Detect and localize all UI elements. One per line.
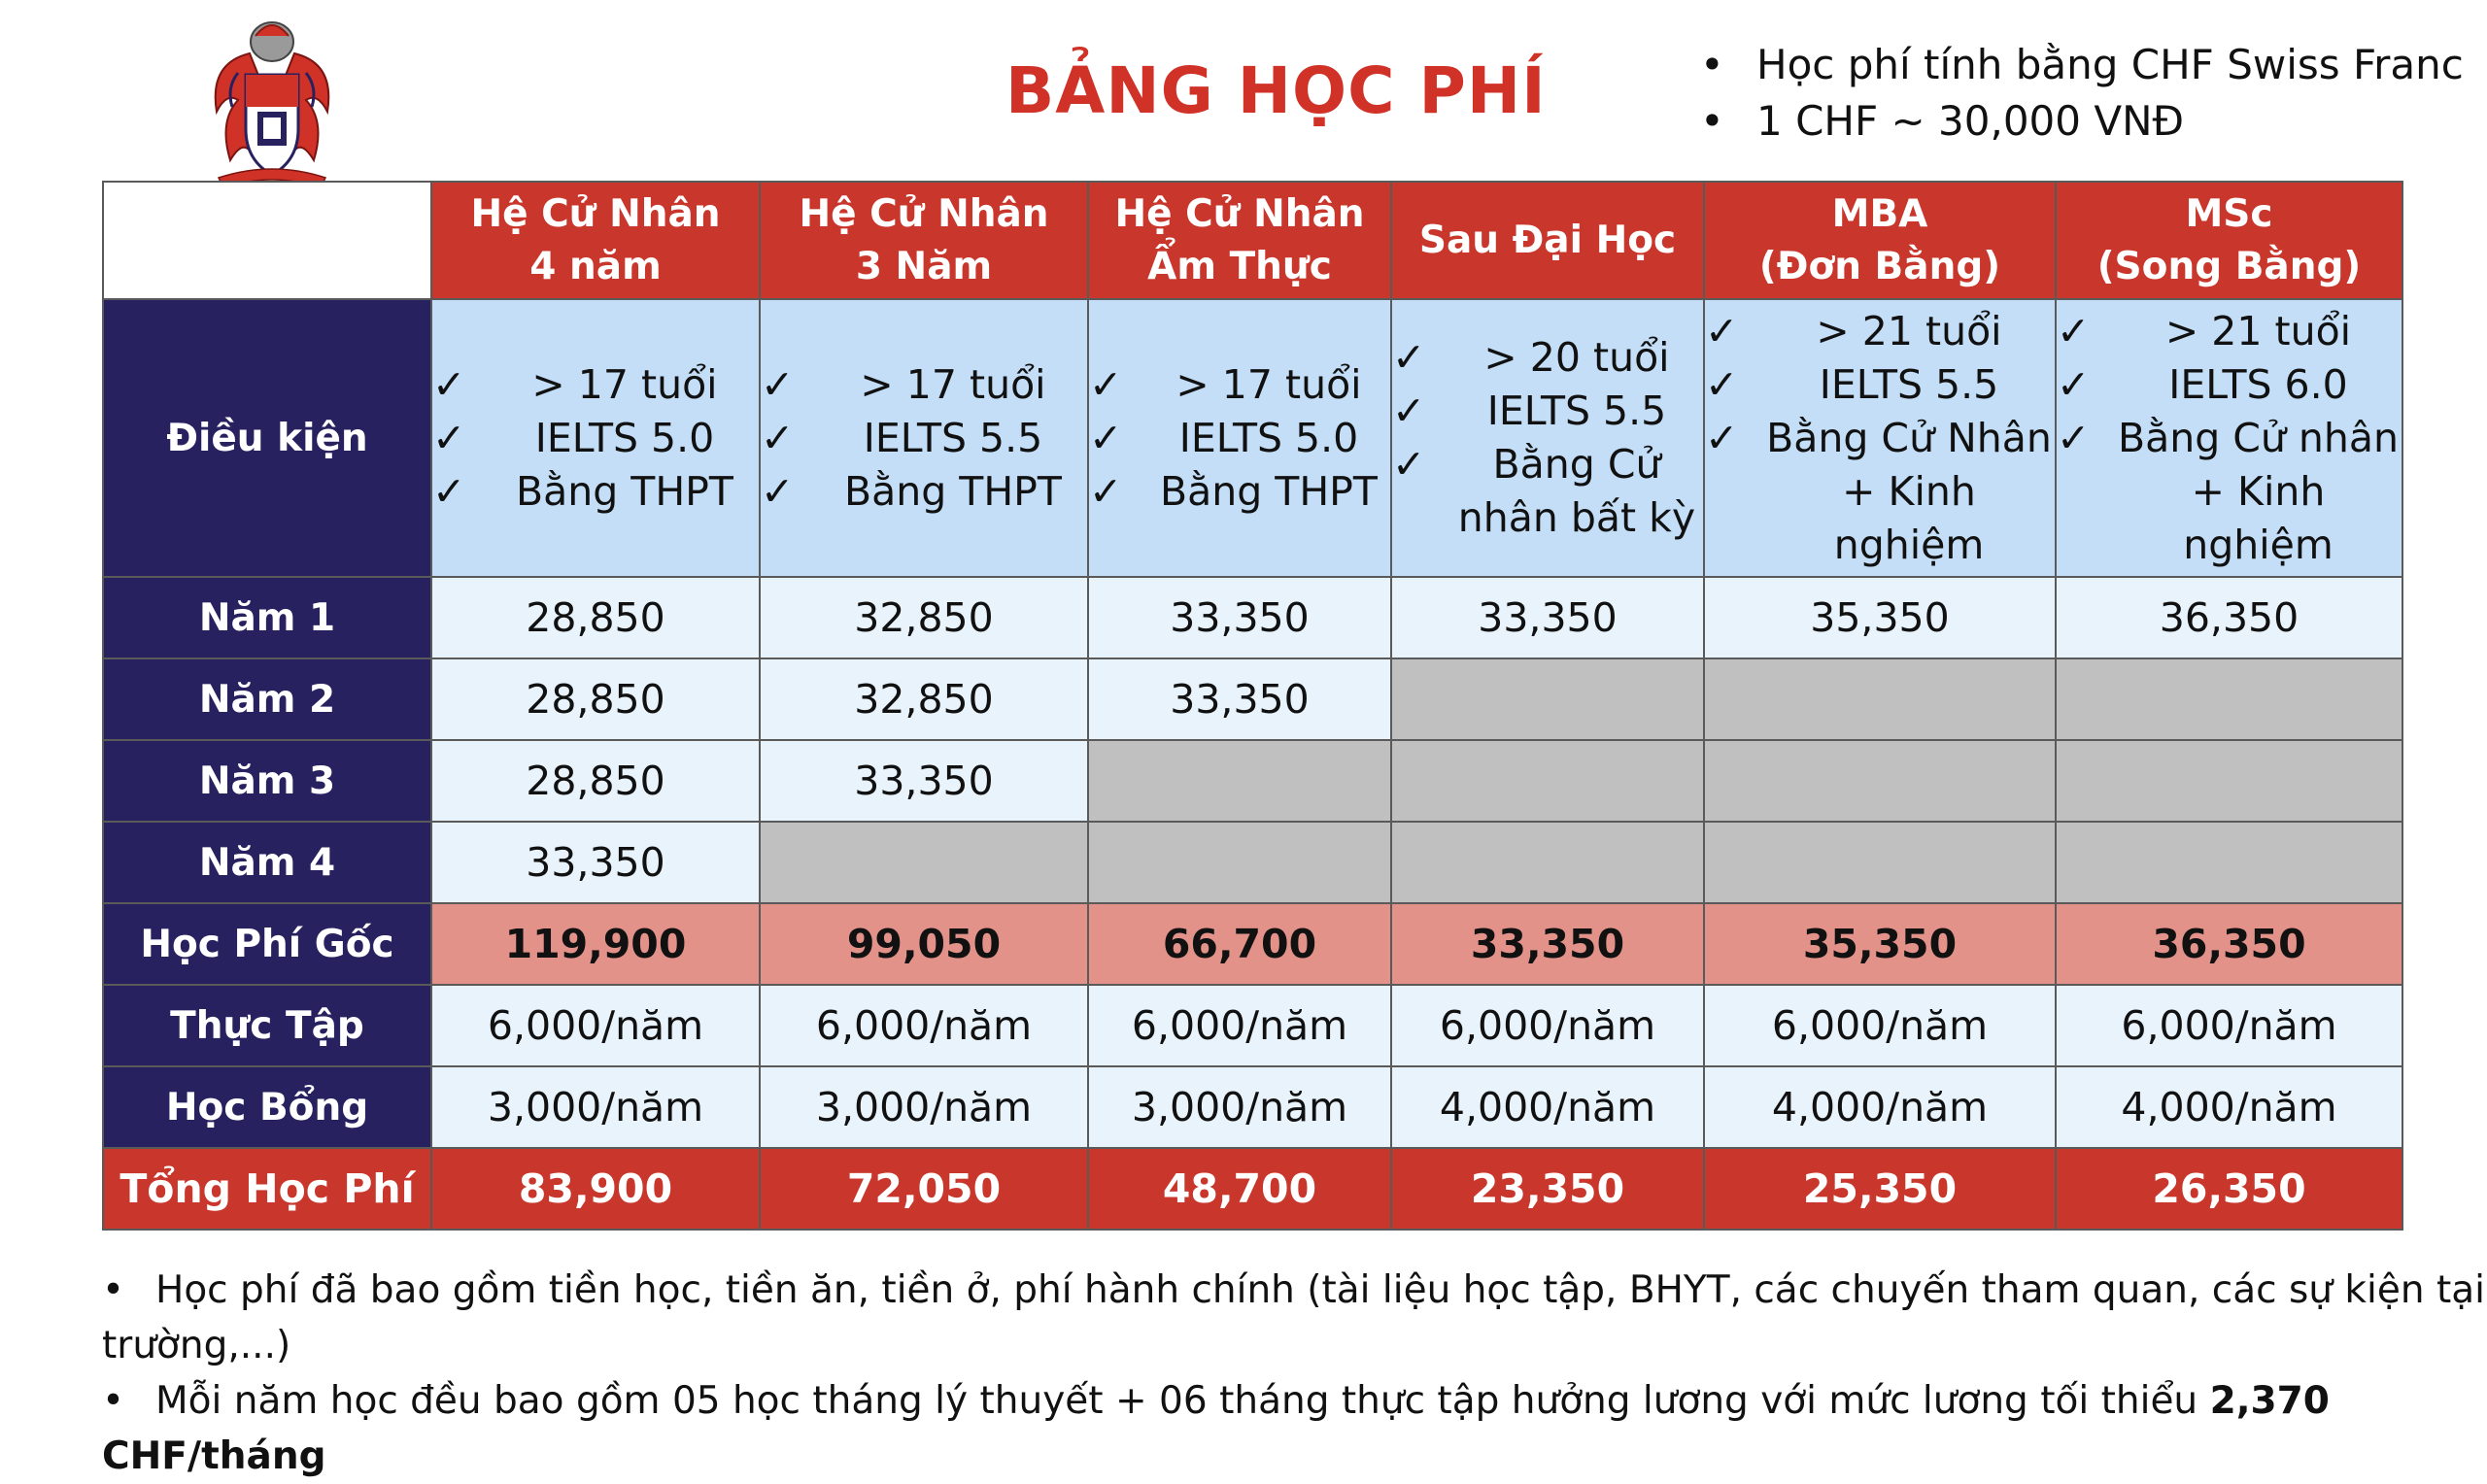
column-header-line2: 3 Năm xyxy=(855,244,993,288)
column-header-line2: Ẩm Thực xyxy=(1147,244,1332,288)
condition-item: ✓ Bằng THPT xyxy=(761,465,1087,519)
internship-cell: 6,000/năm xyxy=(431,985,760,1066)
table-row-year-4 xyxy=(103,822,2402,903)
original-fee-cell: 35,350 xyxy=(1704,903,2056,985)
original-fee-cell: 119,900 xyxy=(431,903,760,985)
column-header-mba xyxy=(1704,182,2056,299)
condition-item: ✓ IELTS 5.5 xyxy=(1392,385,1703,438)
row-label-scholarship: Học Bổng xyxy=(103,1066,431,1148)
fee-cell: 33,350 xyxy=(431,822,760,903)
total-cell: 72,050 xyxy=(760,1148,1088,1230)
condition-item: ✓ > 21 tuổi xyxy=(2057,305,2402,358)
total-cell: 23,350 xyxy=(1391,1148,1704,1230)
total-cell: 83,900 xyxy=(431,1148,760,1230)
check-icon: ✓ xyxy=(432,414,466,461)
check-icon: ✓ xyxy=(2057,307,2091,354)
scholarship-cell: 4,000/năm xyxy=(2056,1066,2402,1148)
column-header-line1: MSc xyxy=(2185,191,2273,236)
condition-item: ✓ > 17 tuổi xyxy=(432,358,759,412)
exchange-rate-note: • 1 CHF ~ 30,000 VNĐ xyxy=(1700,93,2464,150)
check-icon: ✓ xyxy=(1392,334,1426,381)
table-row-year-3 xyxy=(103,740,2402,822)
check-icon: ✓ xyxy=(1705,414,1739,461)
coat-of-arms-icon xyxy=(199,15,345,189)
row-label-internship: Thực Tập xyxy=(103,985,431,1066)
table-row-total xyxy=(103,1148,2402,1230)
column-header-postgraduate xyxy=(1391,182,1704,299)
condition-item: ✓ > 17 tuổi xyxy=(761,358,1087,412)
table-row-scholarship xyxy=(103,1066,2402,1148)
scholarship-cell: 4,000/năm xyxy=(1704,1066,2056,1148)
footnote-text: Mỗi năm học đều bao gồm 05 học tháng lý thuyết + 06 tháng thực tập hưởng lương với mức lương tối thiểu xyxy=(155,1379,2210,1423)
row-label-year-3: Năm 3 xyxy=(103,740,431,822)
check-icon: ✓ xyxy=(1089,467,1123,515)
internship-cell: 6,000/năm xyxy=(1088,985,1391,1066)
fee-cell: 33,350 xyxy=(1391,577,1704,658)
conditions-cell xyxy=(1704,299,2056,577)
tuition-fee-table xyxy=(102,181,2403,1231)
empty-cell xyxy=(1391,658,1704,740)
currency-note: • Học phí tính bằng CHF Swiss Franc xyxy=(1700,37,2464,93)
scholarship-cell: 3,000/năm xyxy=(1088,1066,1391,1148)
column-header-line2: 4 năm xyxy=(529,244,662,288)
check-icon: ✓ xyxy=(761,414,795,461)
column-header-line1: Hệ Cử Nhân xyxy=(470,191,721,236)
check-icon: ✓ xyxy=(1392,388,1426,434)
table-row-internship xyxy=(103,985,2402,1066)
total-cell: 26,350 xyxy=(2056,1148,2402,1230)
table-row-year-1 xyxy=(103,577,2402,658)
internship-cell: 6,000/năm xyxy=(1391,985,1704,1066)
row-label-conditions: Điều kiện xyxy=(103,299,431,577)
minimum-salary: 2,370 CHF/tháng xyxy=(102,1379,2330,1478)
conditions-cell xyxy=(1088,299,1391,577)
internship-cell: 6,000/năm xyxy=(2056,985,2402,1066)
check-icon: ✓ xyxy=(1089,414,1123,461)
empty-cell xyxy=(760,822,1088,903)
condition-item: ✓ IELTS 5.5 xyxy=(761,412,1087,465)
row-label-year-2: Năm 2 xyxy=(103,658,431,740)
column-header-line1: MBA xyxy=(1831,191,1928,236)
footnote-internship-salary xyxy=(102,1373,2487,1484)
condition-item: ✓ IELTS 6.0 xyxy=(2057,358,2402,412)
fee-cell: 28,850 xyxy=(431,658,760,740)
scholarship-cell: 3,000/năm xyxy=(431,1066,760,1148)
table-corner xyxy=(103,182,431,299)
condition-item: ✓ IELTS 5.0 xyxy=(1089,412,1390,465)
row-label-total: Tổng Học Phí xyxy=(103,1148,431,1230)
fee-cell: 28,850 xyxy=(431,740,760,822)
conditions-row xyxy=(103,299,2402,577)
column-header-line1: Sau Đại Học xyxy=(1418,218,1677,262)
footnotes xyxy=(102,1263,2487,1484)
column-header-bachelor-culinary xyxy=(1088,182,1391,299)
original-fee-cell: 66,700 xyxy=(1088,903,1391,985)
column-header-bachelor-4-years xyxy=(431,182,760,299)
total-cell: 48,700 xyxy=(1088,1148,1391,1230)
conditions-cell xyxy=(760,299,1088,577)
fee-cell: 33,350 xyxy=(760,740,1088,822)
row-label-year-1: Năm 1 xyxy=(103,577,431,658)
check-icon: ✓ xyxy=(2057,414,2091,461)
row-label-year-4: Năm 4 xyxy=(103,822,431,903)
condition-item: ✓ IELTS 5.0 xyxy=(432,412,759,465)
check-icon: ✓ xyxy=(432,360,466,408)
empty-cell xyxy=(2056,822,2402,903)
condition-item: ✓ > 21 tuổi xyxy=(1705,305,2055,358)
fee-cell: 33,350 xyxy=(1088,658,1391,740)
condition-item: ✓ Bằng THPT xyxy=(432,465,759,519)
empty-cell xyxy=(1088,822,1391,903)
row-label-original-fee: Học Phí Gốc xyxy=(103,903,431,985)
condition-item: ✓ Bằng Cử nhân bất kỳ xyxy=(1392,438,1703,545)
empty-cell xyxy=(1704,740,2056,822)
fee-cell: 32,850 xyxy=(760,577,1088,658)
fee-cell: 28,850 xyxy=(431,577,760,658)
conditions-cell xyxy=(431,299,760,577)
conditions-cell xyxy=(1391,299,1704,577)
check-icon: ✓ xyxy=(1089,360,1123,408)
condition-item: ✓ IELTS 5.5 xyxy=(1705,358,2055,412)
original-fee-cell: 36,350 xyxy=(2056,903,2402,985)
internship-cell: 6,000/năm xyxy=(760,985,1088,1066)
scholarship-cell: 3,000/năm xyxy=(760,1066,1088,1148)
check-icon: ✓ xyxy=(1705,360,1739,408)
scholarship-cell: 4,000/năm xyxy=(1391,1066,1704,1148)
condition-item: ✓ Bằng Cử nhân + Kinh nghiệm xyxy=(2057,412,2402,572)
check-icon: ✓ xyxy=(432,467,466,515)
empty-cell xyxy=(1704,658,2056,740)
empty-cell xyxy=(1391,740,1704,822)
footnote-fee-inclusions: • Học phí đã bao gồm tiền học, tiền ăn, tiền ở, phí hành chính (tài liệu học tập, BHYT, các chuyến tham quan, các sự kiện tại trường,...) xyxy=(102,1263,2487,1373)
check-icon: ✓ xyxy=(761,360,795,408)
empty-cell xyxy=(1391,822,1704,903)
condition-item: ✓ > 17 tuổi xyxy=(1089,358,1390,412)
condition-item: ✓ > 20 tuổi xyxy=(1392,331,1703,385)
fee-cell: 32,850 xyxy=(760,658,1088,740)
table-row-year-2 xyxy=(103,658,2402,740)
condition-item: ✓ Bằng THPT xyxy=(1089,465,1390,519)
check-icon: ✓ xyxy=(761,467,795,515)
original-fee-cell: 99,050 xyxy=(760,903,1088,985)
column-header-line2: (Đơn Bằng) xyxy=(1758,244,2001,288)
empty-cell xyxy=(1704,822,2056,903)
column-header-bachelor-3-years xyxy=(760,182,1088,299)
empty-cell xyxy=(2056,740,2402,822)
fee-cell: 33,350 xyxy=(1088,577,1391,658)
condition-item: ✓ Bằng Cử Nhân + Kinh nghiệm xyxy=(1705,412,2055,572)
table-row-original-fee xyxy=(103,903,2402,985)
conditions-cell xyxy=(2056,299,2402,577)
fee-cell: 36,350 xyxy=(2056,577,2402,658)
column-header-line2: (Song Bằng) xyxy=(2096,244,2362,288)
empty-cell xyxy=(2056,658,2402,740)
column-header-line1: Hệ Cử Nhân xyxy=(1114,191,1365,236)
empty-cell xyxy=(1088,740,1391,822)
total-cell: 25,350 xyxy=(1704,1148,2056,1230)
check-icon: ✓ xyxy=(2057,360,2091,408)
page-title: BẢNG HỌC PHÍ xyxy=(1005,53,1547,128)
column-header-msc xyxy=(2056,182,2402,299)
fee-cell: 35,350 xyxy=(1704,577,2056,658)
column-header-line1: Hệ Cử Nhân xyxy=(799,191,1049,236)
check-icon: ✓ xyxy=(1392,441,1426,488)
original-fee-cell: 33,350 xyxy=(1391,903,1704,985)
check-icon: ✓ xyxy=(1705,307,1739,354)
currency-notes xyxy=(1700,37,2464,150)
internship-cell: 6,000/năm xyxy=(1704,985,2056,1066)
